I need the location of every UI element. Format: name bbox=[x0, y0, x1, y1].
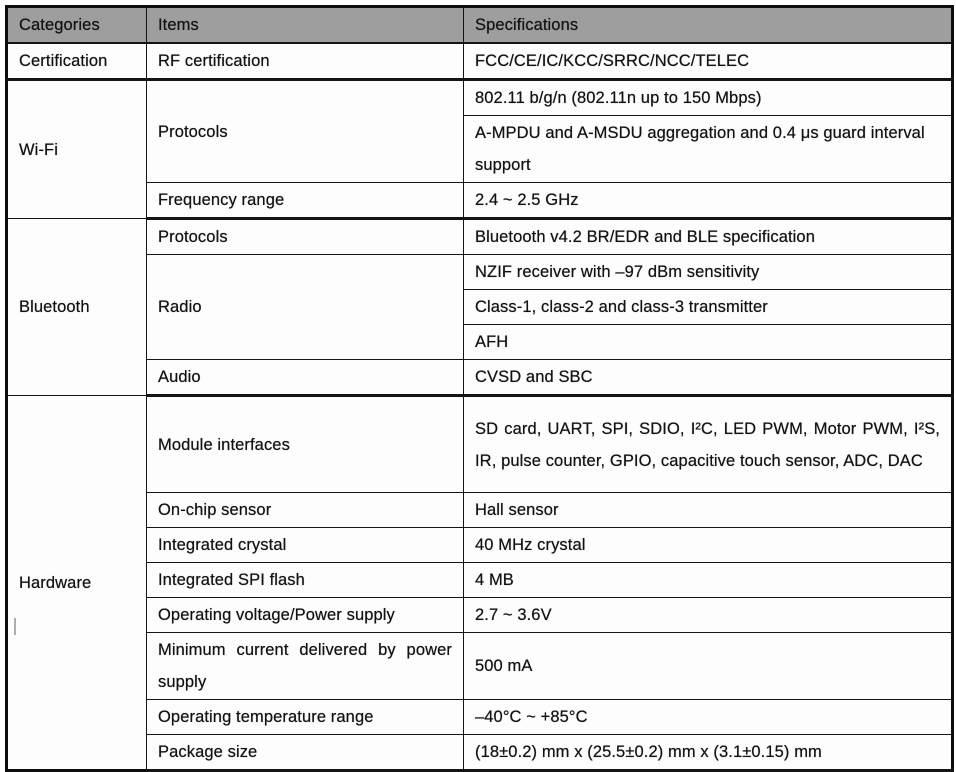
table-row bbox=[7, 700, 953, 735]
table-row bbox=[7, 563, 953, 598]
table-row bbox=[7, 183, 953, 219]
item-cell-frequency-range: Frequency range bbox=[147, 183, 464, 219]
spec-cell: Bluetooth v4.2 BR/EDR and BLE specification bbox=[464, 219, 953, 255]
table-row bbox=[7, 360, 953, 396]
table-row bbox=[7, 528, 953, 563]
column-header-categories: Categories bbox=[7, 7, 147, 44]
scan-artifact-mark bbox=[14, 618, 16, 635]
item-cell-operating-temperature: Operating temperature range bbox=[147, 700, 464, 735]
header-row bbox=[7, 7, 953, 44]
spec-cell: Hall sensor bbox=[464, 493, 953, 528]
spec-cell: 2.4 ~ 2.5 GHz bbox=[464, 183, 953, 219]
table-row bbox=[7, 43, 953, 80]
spec-cell: 802.11 b/g/n (802.11n up to 150 Mbps) bbox=[464, 80, 953, 116]
spec-cell: 2.7 ~ 3.6V bbox=[464, 598, 953, 633]
table-row bbox=[7, 633, 953, 700]
item-cell-wifi-protocols: Protocols bbox=[147, 80, 464, 183]
item-cell-on-chip-sensor: On-chip sensor bbox=[147, 493, 464, 528]
category-cell-wifi: Wi-Fi bbox=[7, 80, 147, 219]
item-cell-minimum-current: Minimum current delivered by power supply bbox=[147, 633, 464, 700]
spec-cell: FCC/CE/IC/KCC/SRRC/NCC/TELEC bbox=[464, 43, 953, 80]
item-cell-integrated-crystal: Integrated crystal bbox=[147, 528, 464, 563]
category-cell-certification: Certification bbox=[7, 43, 147, 80]
spec-cell: 40 MHz crystal bbox=[464, 528, 953, 563]
item-cell-package-size: Package size bbox=[147, 735, 464, 771]
item-cell-radio: Radio bbox=[147, 255, 464, 360]
spec-cell: (18±0.2) mm x (25.5±0.2) mm x (3.1±0.15) mm bbox=[464, 735, 953, 771]
column-header-specifications: Specifications bbox=[464, 7, 953, 44]
column-header-items: Items bbox=[147, 7, 464, 44]
table-row bbox=[7, 80, 953, 116]
table-row bbox=[7, 396, 953, 493]
spec-cell: AFH bbox=[464, 325, 953, 360]
category-cell-hardware: Hardware bbox=[7, 396, 147, 771]
specifications-table bbox=[5, 5, 954, 772]
spec-cell: –40°C ~ +85°C bbox=[464, 700, 953, 735]
item-cell-operating-voltage: Operating voltage/Power supply bbox=[147, 598, 464, 633]
spec-cell: NZIF receiver with –97 dBm sensitivity bbox=[464, 255, 953, 290]
table-row bbox=[7, 493, 953, 528]
item-cell-integrated-spi-flash: Integrated SPI flash bbox=[147, 563, 464, 598]
table-row bbox=[7, 255, 953, 290]
item-cell-audio: Audio bbox=[147, 360, 464, 396]
spec-cell: 4 MB bbox=[464, 563, 953, 598]
item-cell-module-interfaces: Module interfaces bbox=[147, 396, 464, 493]
category-cell-bluetooth: Bluetooth bbox=[7, 219, 147, 396]
spec-cell: Class-1, class-2 and class-3 transmitter bbox=[464, 290, 953, 325]
spec-cell: SD card, UART, SPI, SDIO, I²C, LED PWM, Motor PWM, I²S, IR, pulse counter, GPIO, capacitive touch sensor, ADC, DAC bbox=[464, 396, 953, 493]
spec-cell: CVSD and SBC bbox=[464, 360, 953, 396]
spec-cell: 500 mA bbox=[464, 633, 953, 700]
spec-cell: A-MPDU and A-MSDU aggregation and 0.4 μs guard interval support bbox=[464, 116, 953, 183]
table-row bbox=[7, 598, 953, 633]
item-cell-bt-protocols: Protocols bbox=[147, 219, 464, 255]
table-row bbox=[7, 219, 953, 255]
item-cell-rf-certification: RF certification bbox=[147, 43, 464, 80]
table-row bbox=[7, 735, 953, 771]
